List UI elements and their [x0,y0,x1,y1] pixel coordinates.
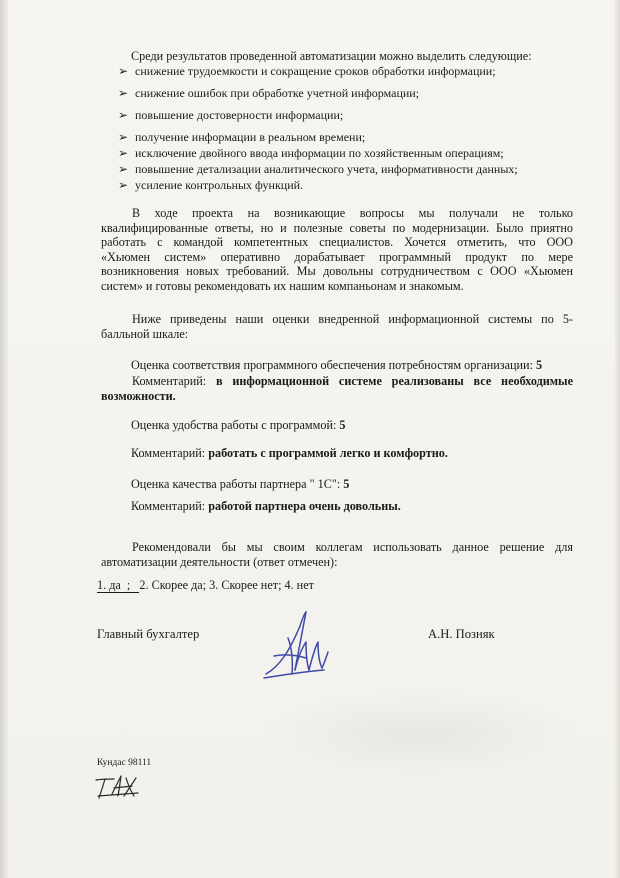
list-item: ➢ повышение достоверности информации; [118,108,344,122]
answer-options: 1. да ; 2. Скорее да; 3. Скорее нет; 4. нет [97,578,314,592]
results-list [118,64,518,193]
rating-partner-comment: Комментарий: работой партнера очень довольны. [131,499,401,513]
arrow-bullet-icon: ➢ [118,178,129,192]
arrow-bullet-icon: ➢ [118,64,129,78]
list-item: ➢ снижение трудоемкости и сокращение сроков обработки информации; [118,64,496,78]
list-item: ➢ повышение детализации аналитического учета, информативности данных; [118,162,518,176]
ratings-intro-paragraph: Ниже приведены наши оценки внедренной информационной системы по 5- балльной шкале: [101,312,573,341]
initials-signature [94,774,140,800]
arrow-bullet-icon: ➢ [118,108,129,122]
signatory-position: Главный бухгалтер [97,627,200,641]
list-item: ➢ усиление контрольных функций. [118,178,304,192]
rating-requirements: Оценка соответствия программного обеспечения потребностям организации: 5 [131,358,543,372]
list-item: ➢ исключение двойного ввода информации по хозяйственным операциям; [118,146,504,160]
arrow-bullet-icon: ➢ [118,162,129,176]
rating-score: 5 [343,477,350,491]
signatory-name: А.Н. Позняк [428,627,495,641]
footer-note: Кундас 98111 [97,758,152,768]
paper-smudge [260,690,580,780]
list-item: ➢ снижение ошибок при обработке учетной информации; [118,86,420,100]
selected-answer: 1. да ; [97,578,140,592]
handwritten-signature [262,608,332,683]
rating-requirements-comment: Комментарий: в информационной системе реализованы все необходимые возможности. [101,374,573,403]
list-item: ➢ получение информации в реальном времени; [118,130,366,144]
rating-partner: Оценка качества работы партнера " 1С": 5 [131,477,350,491]
project-paragraph: В ходе проекта на возникающие вопросы мы получали не только квалифицированные ответы, но и полезные советы по модернизации. Было приятно работать с командой компетентных специалистов. Хочется отметить, что ООО «Хьюмен систем» оперативно дорабатывает программный продукт по мере возникновения новых требований. Мы довольны сотрудничеством с ООО «Хьюмен систем» и готовы рекомендовать их нашим компаньонам и знакомым. [101,206,573,293]
arrow-bullet-icon: ➢ [118,86,129,100]
rating-usability-comment: Комментарий: работать с программой легко и комфортно. [131,446,448,460]
page-edge-shadow-right [614,0,620,878]
recommendation-paragraph: Рекомендовали бы мы своим коллегам использовать данное решение для автоматизации деятельности (ответ отмечен): [101,540,573,569]
rating-usability: Оценка удобства работы с программой: 5 [131,418,346,432]
intro-text: Среди результатов проведенной автоматизации можно выделить следующие: [131,49,532,63]
page-edge-shadow [0,0,8,878]
arrow-bullet-icon: ➢ [118,130,129,144]
rating-score: 5 [339,418,346,432]
arrow-bullet-icon: ➢ [118,146,129,160]
rating-score: 5 [536,358,543,372]
